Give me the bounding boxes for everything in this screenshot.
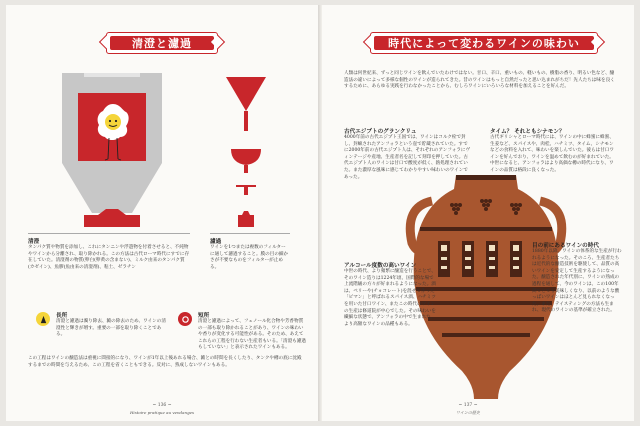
filtration-rule <box>210 233 290 234</box>
left-page-title: 清澄と濾過 <box>132 37 192 50</box>
wine-heading: 目の前にあるワインの時代 <box>532 243 599 249</box>
clarification-body: タンパク質や物質を添加し、これにタンニンや浮遊物を付着させると、不純物やワインから分離され、取り除かれる。この方法は古代ローマ時代にすでに存在していた。清澄剤の物質(卵白(卵黄の含まない)、ミルク由来のタンパク質(カゼイン)、魚膠(魚由来の清澄剤)、粘土、ゼラチン <box>28 245 190 270</box>
left-footer-text: この工程はワインの醸造法は重視に間接的になり、ワインが1年以上後あれる場合、澱との時間を長くしたり、タンクや樽の底に沈殿するまでの時間を与えるため、この工程を省くこともできる。反対に、熟成しないワインもある。 <box>28 356 302 368</box>
advantage-body: 清澄と濾過は濁り除去、澱の除去のため、ワインの清澄性と輝きが増す。重要の一部を取り除くことである。 <box>56 319 166 338</box>
advantage-heading: 長所 <box>56 313 68 319</box>
wine-body: 1880年以降、ワインの体系的な生産が行われるようになった。そのころ、生産者たちは近代的な醸造技術を駆使して、品質の高いワインを安定して生産するようになった。醸造された年代別に、ワインの熟成の過程を通して、今のワインは、この100年間でとても美味しくなり、以前のような酸っぱいワインはほとんど見られなくなった。また、テイスティングの方法も生まれ、現代のワインの基準が確立された。 <box>532 249 622 314</box>
clarification-heading: 清澄 <box>28 239 40 245</box>
right-intro: 人類は何世紀来、ずっと同じワインを飲んでいたわけではない。甘口、辛口、重いもの、軽いもの、樹脂の香り、明るい色など、醸造法の違いによって多様な個性のワインが造られてきた。昔のワインはもっと自然だったと思い込まれがちだ！先人たちは味を良くするために、あらゆる実践を行わなかったことから、むしろワインにいろいろな材料を加えることを好んだ。 <box>344 71 615 90</box>
right-page <box>322 5 634 421</box>
clarification-rule <box>28 233 190 234</box>
left-title-banner <box>106 32 218 54</box>
left-page <box>6 5 318 421</box>
disadvantage-body: 清澄と濾過によって、フェノール化合物や芳香物質の一部も取り除かれることがあり、ワインの味わいや香りが変化する可能性がある。そのため、あえてこれらの工程を行わない生産者もいる。「清澄も濾過もしていない」と表示されたワインもある。 <box>198 319 306 351</box>
filtration-heading: 濾過 <box>210 239 222 245</box>
filtration-body: ワインを1つまたは複数のフィルターに通して濾過すること。膜の目の細かさが不要なものをフィルターが止める。 <box>210 245 289 270</box>
thyme-heading: タイム？ それともシナモン？ <box>490 129 565 135</box>
disadvantage-icon <box>178 312 192 326</box>
right-page-number-value: ~ 137 ~ <box>458 403 478 408</box>
mixture-heading: アルコール度数の高いワイン <box>344 263 417 269</box>
right-page-title: 時代によって変わるワインの味わい <box>388 37 580 50</box>
egg-icon <box>96 103 130 165</box>
egypt-heading: 古代エジプトのグランクリュ <box>344 129 417 135</box>
right-title-banner <box>370 32 598 54</box>
advantage-icon <box>36 312 50 326</box>
left-page-subtitle: Histoire pratique au vendanges <box>129 410 195 415</box>
thyme-body: 古代ギリシャとローマ時代には、ワインの中に蜂蜜に蜂蜜、生姜など、スパイスや、肉桂、ハチミツ、タイム、シナモンなどの食料を入れて、味わいを楽しんでいた。彼らは甘口ワインを好んでおり、ワインを温めて飲むのが好まれていた。中世になると、アンフォラはより高価な樽の時代になり、ワインの品質は格段に良くなった。 <box>490 135 614 173</box>
filtration-illustration <box>216 77 276 237</box>
right-page-subtitle: ワインの歴史 <box>456 410 480 415</box>
mixture-body: 中世の時代、より頻繁に醸造を行うことで、そのワイン造りは1224年頃、国際的な場で上流階級の方々が好まれるようになった。酒は、ペリーや(チョコレート)を混ぜて作った「ピマン」と呼ばれるスパイス酒、ハチミツを用いた甘口ワイン、またこの時代のワインの生産は修道院が中心でした。その味わいを繊細な状態で、アンフォラの中で生まれた。より高額なワインの品種もある。 <box>344 269 436 327</box>
left-page-number <box>112 403 212 415</box>
egypt-body: 4000年前の古代エジプト王国では、ワインはコルク栓で封し、封蝋されたアンフォラという壺で貯蔵されていた。すでに2000年前の古代エジプト人は、それぞれのアンフォラにヴィンテージや産地、生産者名を記して刻印を押していた。古代エジプト人のワインは甘口で酸度が低く、熱処理されていた。また濃厚な風味に感じてわかりやすい味わいのワインであった。 <box>344 135 471 180</box>
right-page-number <box>418 403 518 416</box>
left-page-number-value: ~ 136 ~ <box>152 403 172 408</box>
disadvantage-heading: 短所 <box>198 313 210 319</box>
